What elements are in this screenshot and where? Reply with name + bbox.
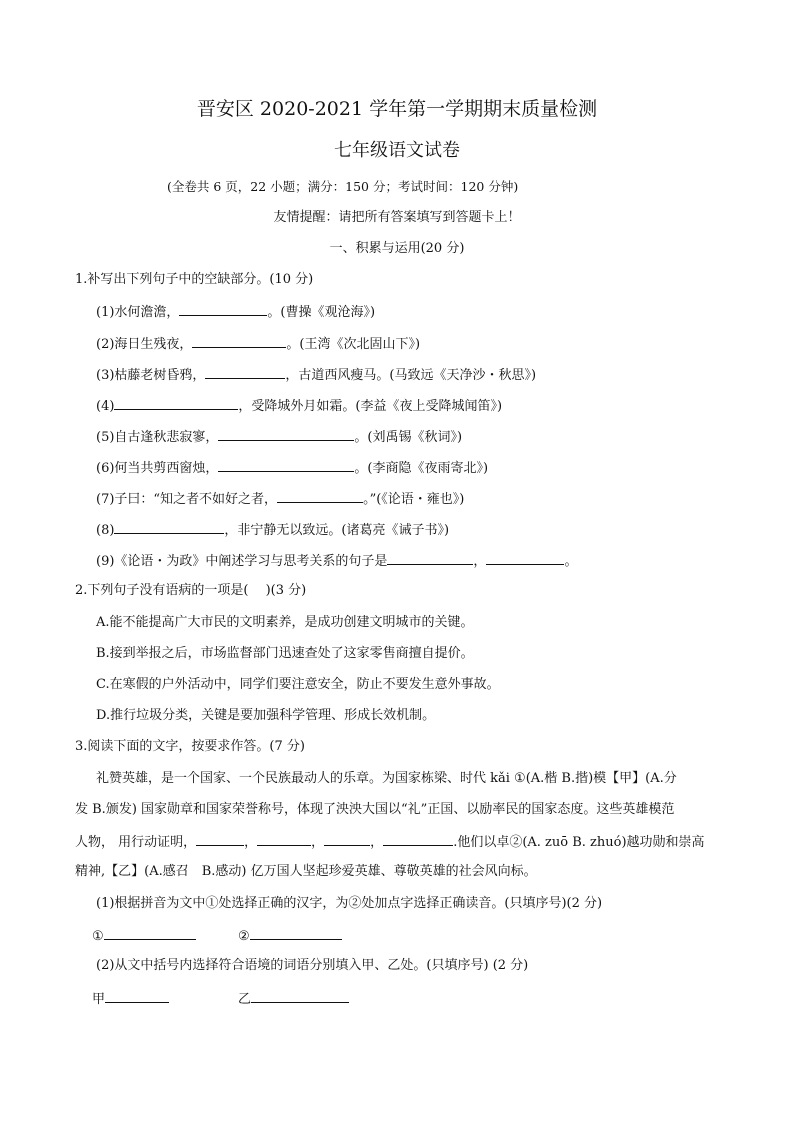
q1-item-text: (3)枯藤老树昏鸦， (96, 368, 206, 383)
q2-option-d: D.推行垃圾分类，关键是要加强科学管理、形成长效机制。 (96, 708, 436, 723)
q1-item-text: (8) (96, 523, 115, 538)
q2-stem: 2.下列句子没有语病的一项是( )(3 分) (75, 583, 307, 598)
q3-sub2: (2)从文中括号内选择符合语境的词语分别填入甲、乙处。(只填序号) (2 分) (96, 958, 529, 973)
answer-blank[interactable] (218, 458, 354, 472)
q1-item-text: (4) (96, 399, 115, 414)
q1-item-5 (96, 427, 462, 447)
q1-item-text: (5)自古逢秋悲寂寥， (96, 430, 219, 445)
q1-item-text: (9)《论语・为政》中阐述学习与思考关系的句子是 (96, 554, 388, 569)
q1-item-2 (96, 334, 420, 354)
comma: ， (473, 554, 487, 569)
answer-blank[interactable] (257, 832, 311, 846)
q1-item-source: ，古道西风瘦马。(马致远《天净沙・秋思》) (285, 368, 537, 383)
exam-info: (全卷共 6 页，22 小题；满分：150 分；考试时间：120 分钟) (167, 179, 519, 194)
q1-item-source: 。(曹操《观沧海》) (267, 305, 376, 320)
answer-blank[interactable] (192, 334, 286, 348)
q1-item-9 (96, 551, 577, 571)
q1-item-8 (96, 520, 449, 540)
answer-blank[interactable] (179, 302, 267, 316)
answer-blank[interactable] (387, 551, 473, 565)
q3-passage-line-3 (75, 832, 705, 852)
q1-item-source: 。(王湾《次北固山下》) (286, 337, 421, 352)
q1-item-source: ，受降城外月如霜。(李益《夜上受降城闻笛》) (238, 399, 503, 414)
answer-blank[interactable] (486, 551, 564, 565)
answer-label-jia: 甲 (92, 992, 106, 1007)
answer-label-1: ① (92, 929, 104, 944)
q3-sub1: (1)根据拼音为文中①处选择正确的汉字，为②处加点字选择正确读音。(只填序号)(2 分) (96, 896, 603, 911)
answer-blank[interactable] (218, 427, 354, 441)
answer-blank[interactable] (250, 926, 342, 940)
period: 。 (564, 554, 578, 569)
answer-blank[interactable] (196, 832, 244, 846)
comma: ， (311, 835, 325, 850)
q3-answer-row-1b (238, 926, 342, 946)
answer-blank[interactable] (114, 396, 238, 410)
q1-item-source: 。”(《论语・雍也》) (363, 492, 465, 507)
q1-item-4 (96, 396, 502, 416)
q3-passage-line-4: 精神,【乙】(A.感召 B.感动) 亿万国人坚起珍爱英雄、尊敬英雄的社会风向标。 (75, 864, 537, 879)
q2-option-c: C.在寒假的户外活动中，同学们要注意安全，防止不要发生意外事故。 (96, 677, 500, 692)
reminder: 友情提醒：请把所有答案填写到答题卡上！ (273, 210, 521, 225)
q3-answer-row-2b (238, 989, 349, 1009)
q3-passage-text: .他们以卓②(A. zuō B. zhuó)越功勋和崇高 (453, 835, 705, 850)
q3-passage-text: 人物， 用行动证明， (75, 835, 197, 850)
answer-blank[interactable] (114, 520, 224, 534)
q1-item-source: ，非宁静无以致远。(诸葛亮《诫子书》) (224, 523, 450, 538)
q1-item-text: (1)水何澹澹， (96, 305, 180, 320)
q1-item-text: (6)何当共剪西窗烛， (96, 461, 219, 476)
section-heading: 一、积累与运用(20 分) (329, 241, 465, 256)
answer-blank[interactable] (277, 489, 363, 503)
answer-blank[interactable] (251, 989, 349, 1003)
q1-item-7 (96, 489, 464, 509)
answer-blank[interactable] (324, 832, 370, 846)
q1-item-3 (96, 365, 536, 385)
answer-label-yi: 乙 (238, 992, 252, 1007)
answer-blank[interactable] (105, 989, 169, 1003)
q3-answer-row-1 (92, 926, 196, 946)
q2-option-a: A.能不能提高广大市民的文明素养，是成功创建文明城市的关键。 (96, 615, 474, 630)
answer-blank[interactable] (104, 926, 196, 940)
q3-passage-line-1: 礼赞英雄，是一个国家、一个民族最动人的乐章。为国家栋梁、时代 kǎi ①(A.楷 B.揩)模【甲】(A.分 (96, 771, 677, 786)
comma: ， (244, 835, 258, 850)
q1-item-1 (96, 302, 375, 322)
exam-subtitle: 七年级语文试卷 (334, 140, 460, 161)
answer-blank[interactable] (383, 832, 453, 846)
q1-stem: 1.补写出下列句子中的空缺部分。(10 分) (75, 272, 314, 287)
q3-answer-row-2 (92, 989, 169, 1009)
answer-label-2: ② (238, 929, 250, 944)
exam-title: 晋安区 2020-2021 学年第一学期期末质量检测 (196, 98, 598, 120)
answer-blank[interactable] (205, 365, 285, 379)
q1-item-source: 。(刘禹锡《秋词》) (354, 430, 463, 445)
q3-passage-line-2: 发 B.颁发) 国家勋章和国家荣誉称号，体现了泱泱大国以“礼”正国、以励率民的国家态度。这些英雄模范 (75, 802, 675, 817)
q2-option-b: B.接到举报之后，市场监督部门迅速查处了这家零售商擅自提价。 (96, 646, 474, 661)
comma: ， (370, 835, 384, 850)
q1-item-text: (7)子曰：“知之者不如好之者， (96, 492, 278, 507)
q1-item-source: 。(李商隐《夜雨寄北》) (354, 461, 489, 476)
q3-stem: 3.阅读下面的文字，按要求作答。(7 分) (75, 739, 305, 754)
q1-item-6 (96, 458, 488, 478)
q1-item-text: (2)海日生残夜， (96, 337, 193, 352)
